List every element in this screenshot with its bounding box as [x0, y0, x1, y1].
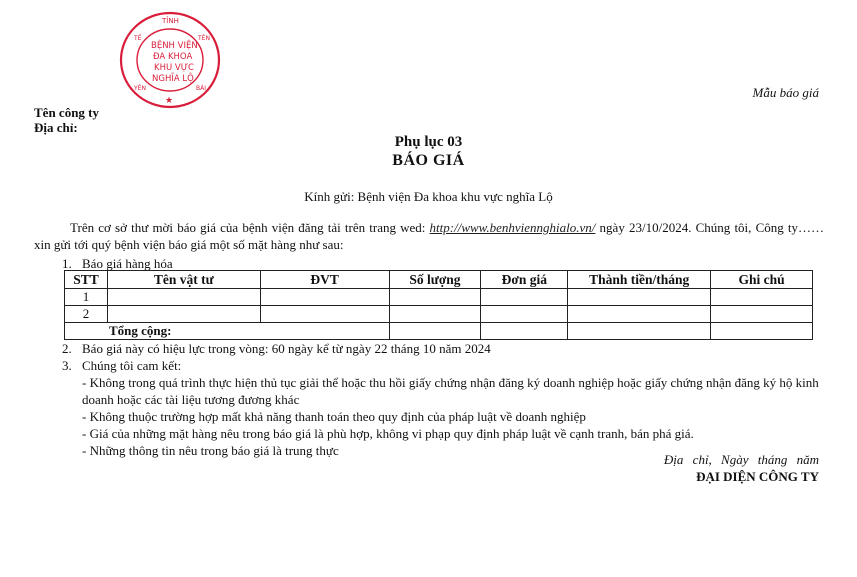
stamp-line-2: ĐA KHOA [153, 52, 193, 62]
company-info [34, 105, 99, 135]
hospital-stamp [118, 10, 222, 110]
table-cell [568, 306, 711, 323]
table-header-row [65, 271, 813, 289]
table-row [65, 306, 813, 323]
table-row [65, 289, 813, 306]
stamp-line-4: NGHĨA LỘ [152, 74, 194, 84]
col-header-quantity: Số lượng [389, 271, 481, 289]
appendix-title: Phụ lục 03 [394, 134, 463, 150]
table-cell [389, 306, 481, 323]
section-1-text: Báo giá hàng hóa [82, 256, 173, 271]
table-total-row [65, 323, 813, 340]
intro-text-after: ngày 23/10/2024. Chúng tôi, Công ty…… xin gửi tới quý bệnh viện báo giá một số mặt hàng như sau: [34, 220, 825, 252]
table-cell [481, 289, 568, 306]
signature-representative: ĐẠI DIỆN CÔNG TY [696, 469, 819, 484]
col-header-unit: ĐVT [260, 271, 389, 289]
section-2: 2. Báo giá này có hiệu lực trong vòng: 60 ngày kể từ ngày 22 tháng 10 năm 2024 [62, 341, 491, 356]
total-label: Tổng cộng: [65, 323, 390, 340]
table-cell [389, 289, 481, 306]
col-header-item-name: Tên vật tư [107, 271, 260, 289]
svg-text:TÊN: TÊN [198, 35, 210, 42]
svg-text:BÁI: BÁI [196, 85, 206, 92]
section-2-text: Báo giá này có hiệu lực trong vòng: 60 ngày kể từ ngày 22 tháng 10 năm 2024 [82, 341, 491, 356]
list-item: - Giá của những mặt hàng nêu trong báo giá là phù hợp, không vi phạp quy định pháp luật về cạnh tranh, bán phá giá. [82, 426, 694, 441]
table-cell [107, 289, 260, 306]
stamp-line-1: BỆNH VIỆN [151, 41, 198, 51]
page-title: BÁO GIÁ [392, 152, 465, 169]
intro-text-before: Trên cơ sở thư mời báo giá của bệnh viện đăng tải trên trang wed: [70, 220, 430, 235]
list-item: - Những thông tin nêu trong báo giá là trung thực [82, 443, 339, 458]
svg-text:★: ★ [165, 96, 174, 106]
table-cell [711, 289, 813, 306]
section-3-text: Chúng tôi cam kết: [82, 358, 182, 373]
recipient-line: Kính gửi: Bệnh viện Đa khoa khu vực nghĩa Lộ [304, 189, 553, 204]
form-label: Mẫu báo giá [752, 85, 819, 100]
table-cell [568, 289, 711, 306]
stamp-top-text: TỈNH [162, 17, 179, 25]
table-cell [568, 323, 711, 340]
list-item: - Không thuộc trường hợp mất khả năng thanh toán theo quy định của pháp luật về doanh nghiệp [82, 409, 586, 424]
col-header-stt: STT [65, 271, 108, 289]
svg-text:YÊN: YÊN [134, 85, 146, 92]
company-address-label: Địa chỉ: [34, 120, 78, 135]
quote-table [64, 270, 813, 340]
col-header-note: Ghi chú [711, 271, 813, 289]
intro-paragraph [34, 219, 824, 253]
list-item: - Không trong quá trình thực hiện thủ tục giải thể hoặc thu hồi giấy chứng nhận đăng ký doanh nghiệp hoặc giấy chứng nhận đăng ký hộ kinh doanh hoặc các tài liệu tương đương khác [82, 375, 819, 407]
stamp-line-3: KHU VỰC [154, 63, 194, 73]
section-1: 1. Báo giá hàng hóa [62, 256, 173, 271]
table-cell [389, 323, 481, 340]
table-cell [260, 306, 389, 323]
table-cell [481, 306, 568, 323]
hospital-website-link[interactable]: http://www.benhviennghialo.vn/ [429, 220, 596, 235]
table-cell [107, 306, 260, 323]
table-cell [481, 323, 568, 340]
table-cell [260, 289, 389, 306]
stamp-seal-icon [118, 10, 222, 110]
table-cell [711, 306, 813, 323]
col-header-unit-price: Đơn giá [481, 271, 568, 289]
section-3: 3. Chúng tôi cam kết: [62, 358, 182, 373]
company-name-label: Tên công ty [34, 105, 99, 120]
col-header-monthly-amount: Thành tiền/tháng [568, 271, 711, 289]
table-cell: 2 [65, 306, 108, 323]
svg-text:TẾ: TẾ [134, 35, 142, 42]
signature-place-date: Địa chỉ, Ngày tháng năm [663, 452, 819, 467]
table-cell: 1 [65, 289, 108, 306]
commitment-list [82, 374, 822, 459]
table-cell [711, 323, 813, 340]
